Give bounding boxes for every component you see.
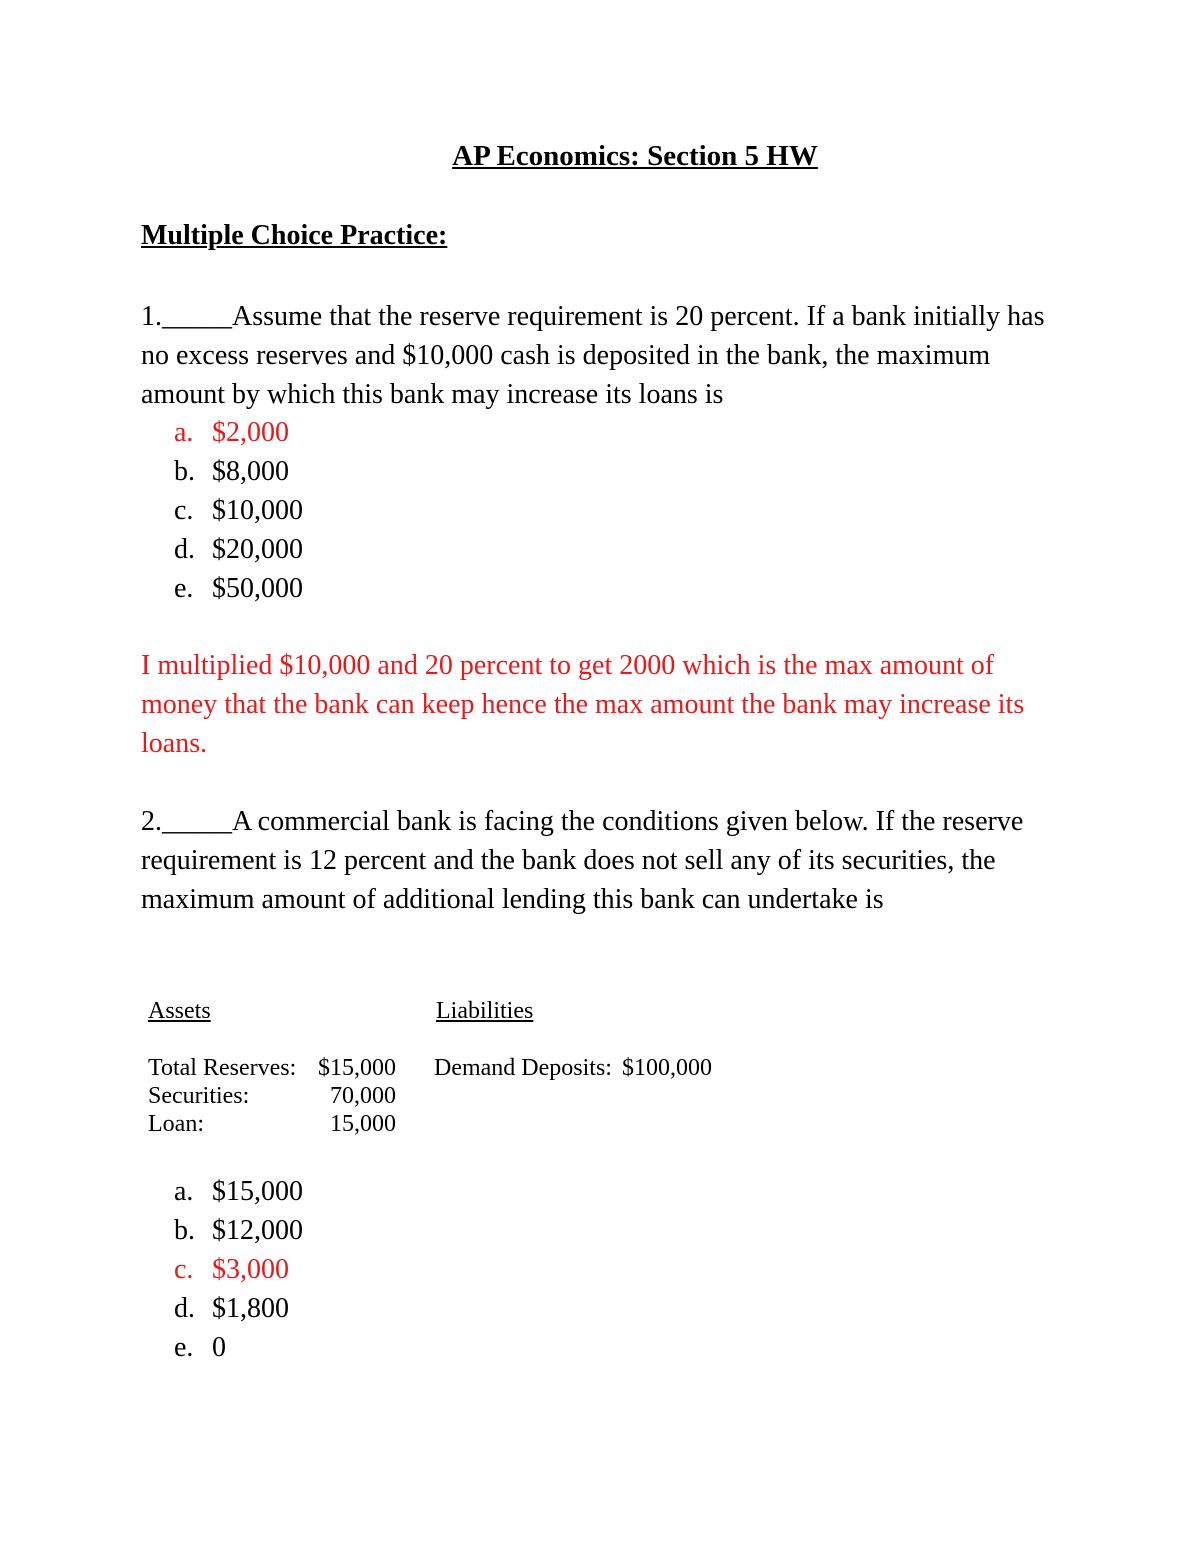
choice-2a — [174, 1172, 303, 1211]
choice-1d — [174, 530, 303, 569]
liabilities-heading: Liabilities — [436, 998, 534, 1024]
asset-label: Loan: — [148, 1111, 204, 1137]
choice-letter: d. — [174, 1293, 195, 1324]
choice-text: $12,000 — [212, 1215, 303, 1246]
choice-1b — [174, 452, 303, 491]
choice-letter: b. — [174, 456, 195, 487]
choice-letter: b. — [174, 1215, 195, 1246]
question-1-number: 1._____ — [141, 301, 232, 332]
choice-text: $1,800 — [212, 1293, 289, 1324]
choice-letter: e. — [174, 573, 194, 604]
assets-heading: Assets — [148, 998, 211, 1024]
choice-letter: e. — [174, 1332, 194, 1363]
choice-2c — [174, 1250, 303, 1289]
choice-text: $10,000 — [212, 495, 303, 526]
choice-2d — [174, 1289, 303, 1328]
choice-2e — [174, 1328, 303, 1367]
page-title: AP Economics: Section 5 HW — [452, 140, 818, 172]
choice-text: $20,000 — [212, 534, 303, 565]
choice-letter: c. — [174, 1254, 194, 1285]
question-1-text: Assume that the reserve requirement is 20 percent. If a bank initially has no excess reserves and $10,000 cash is deposited in the bank, the maximum amount by which this bank may increase its loans is — [141, 301, 1045, 410]
choice-text: $15,000 — [212, 1176, 303, 1207]
choice-text: $3,000 — [212, 1254, 289, 1285]
choice-1e — [174, 569, 303, 608]
section-heading: Multiple Choice Practice: — [141, 220, 448, 251]
liability-row — [434, 1055, 712, 1082]
choice-2b — [174, 1211, 303, 1250]
asset-label: Securities: — [148, 1083, 250, 1109]
choice-1a — [174, 413, 303, 452]
choice-text: $50,000 — [212, 573, 303, 604]
balance-sheet — [148, 998, 768, 1148]
asset-value: 70,000 — [330, 1083, 396, 1109]
question-2-number: 2._____ — [141, 806, 232, 837]
question-1-choices — [174, 413, 303, 608]
choice-1c — [174, 491, 303, 530]
asset-value: $15,000 — [318, 1055, 396, 1081]
question-1 — [141, 297, 1061, 414]
question-2 — [141, 802, 1061, 919]
asset-label: Total Reserves: — [148, 1055, 297, 1081]
question-2-choices — [174, 1172, 303, 1367]
question-2-text: A commercial bank is facing the conditions given below. If the reserve requirement is 12 percent and the bank does not sell any of its securities, the maximum amount of additional lending this bank can undertake is — [141, 806, 1024, 915]
question-1-explanation: I multiplied $10,000 and 20 percent to get 2000 which is the max amount of money that the bank can keep hence the max amount the bank may increase its loans. — [141, 650, 1025, 759]
choice-letter: a. — [174, 1176, 194, 1207]
liability-value: $100,000 — [621, 1055, 712, 1081]
choice-text: $2,000 — [212, 417, 289, 448]
asset-value: 15,000 — [330, 1111, 396, 1137]
choice-letter: c. — [174, 495, 194, 526]
liability-label: Demand Deposits: — [434, 1055, 612, 1081]
choice-letter: d. — [174, 534, 195, 565]
choice-letter: a. — [174, 417, 194, 448]
choice-text: $8,000 — [212, 456, 289, 487]
choice-text: 0 — [212, 1332, 226, 1363]
